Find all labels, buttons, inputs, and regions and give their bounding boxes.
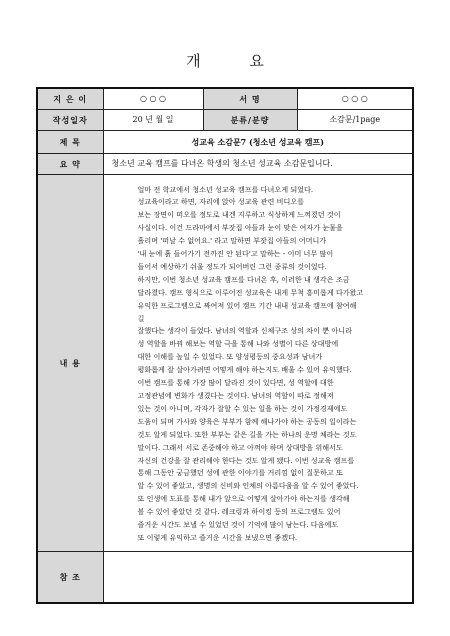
content-line: 또 이렇게 유익하고 즐거운 시간을 보냈으면 좋겠다. bbox=[137, 532, 298, 542]
reference-value bbox=[103, 551, 413, 603]
overview-form bbox=[36, 87, 414, 604]
summary-value: 청소년 교육 캠프를 다녀온 학생의 청소년 성교육 소감문입니다. bbox=[103, 153, 413, 174]
content-cell bbox=[103, 174, 413, 551]
reference-label: 참 조 bbox=[37, 551, 103, 603]
category-value: 소감문/1page bbox=[297, 109, 413, 130]
content-body bbox=[104, 175, 413, 545]
summary-label: 요 약 bbox=[37, 153, 103, 174]
content-line: 고정관념에 변화가 생겼다는 것이다. 남녀의 역할이 따로 정해져 bbox=[137, 391, 334, 400]
content-line: 흘리며 '떠날 수 없어요.' 라고 말하면 부잣집 아들의 어머니가 bbox=[137, 236, 327, 246]
content-line: 또 인생에 도표를 통해 내가 앞으로 어떻게 살아가야 하는지를 생각해 bbox=[137, 494, 350, 504]
title-row bbox=[37, 130, 413, 153]
title-label: 제 목 bbox=[37, 130, 103, 153]
content-line: 볼 수 있어 좋았던 것 같다. 레크링과 하이킹 등의 프로그램도 있어 bbox=[137, 507, 341, 517]
content-line: 자신의 건강을 잘 관리해야 한다는 것도 알게 됐다. 이번 성교육 캠프를 bbox=[137, 455, 355, 465]
content-line: 길 bbox=[137, 313, 145, 323]
content-label: 내 용 bbox=[37, 174, 103, 551]
signature-value: ○ ○ ○ bbox=[297, 88, 413, 109]
content-line: 것도 알게 되었다. 또한 부부는 같은 길을 가는 하나의 운명 체라는 것도 bbox=[137, 429, 357, 439]
author-label: 지 은 이 bbox=[37, 88, 103, 109]
content-line: 대한 이해를 높일 수 있었다. 또 양성평등의 중요성과 남녀가 bbox=[137, 352, 323, 362]
content-line: 도움이 되며 가사와 양육은 부부가 함께 해나가야 하는 공동의 일이라는 bbox=[137, 416, 357, 426]
content-line: 통해 그동안 궁금했던 성에 관한 이야기를 거리낌 없이 질문하고 또 bbox=[137, 468, 343, 478]
content-line: 잘했다는 생각이 들었다. 남녀의 역할과 신체구조 상의 차이 뿐 아니라 bbox=[137, 326, 352, 336]
author-value: ○ ○ ○ bbox=[103, 88, 203, 109]
category-label: 분류/분량 bbox=[203, 109, 297, 130]
content-line: 들어서 예상하기 쉬울 정도가 되어버린 그런 종류의 것이었다. bbox=[137, 261, 327, 271]
summary-row bbox=[37, 153, 413, 174]
content-line: 유익한 프로그램으로 짜여져 있어 캠프 기간 내내 성교육 캠프에 참여해 bbox=[137, 300, 357, 310]
content-row bbox=[37, 174, 413, 551]
content-line: 말이다. 그래서 서로 존중해야 하고 아껴야 하며 상대방을 위해서도 bbox=[137, 442, 343, 452]
signature-label: 서 명 bbox=[203, 88, 297, 109]
content-line: 성 역할을 바꿔 해보는 역할 극을 통해 나와 성별이 다른 상대방에 bbox=[137, 339, 339, 349]
content-line: 달라졌다. 캠프 형식으로 이루어진 성교육은 내게 무척 흥미롭게 다가왔고 bbox=[137, 287, 364, 297]
content-line: 평화롭게 잘 살아가려면 어떻게 해야 하는지도 배울 수 있어 유익했다. bbox=[137, 365, 352, 375]
date-label: 작성일자 bbox=[37, 109, 103, 130]
date-row bbox=[37, 109, 413, 130]
content-line: '내 눈에 흙 들어가기 전까진 안 된다'고 말하는 - 이미 너무 많이 bbox=[137, 249, 334, 259]
content-line: 이번 캠프를 통해 가장 많이 달라진 것이 있다면, 성 역할에 대한 bbox=[137, 378, 334, 388]
reference-row bbox=[37, 551, 413, 603]
content-line: 즐거운 시간도 보낼 수 있었던 것이 기억에 많이 남는다. 다음에도 bbox=[137, 520, 339, 530]
content-line: 하지만, 이번 청소년 성교육 캠프를 다녀온 후, 이러한 내 생각은 조금 bbox=[137, 274, 350, 284]
date-value: 20 년 월 일 bbox=[103, 109, 203, 130]
content-line: 사실이다. 이건 드라마에서 부잣집 아들과 눈이 맞은 여자가 눈물을 bbox=[137, 223, 343, 233]
content-line: 보는 장면이 떠오를 정도로 내겐 지루하고 식상하게 느껴졌던 것이 bbox=[137, 210, 341, 220]
content-line: 있는 것이 아니며, 각자가 잘할 수 있는 일을 하는 것이 가정경제에도 bbox=[137, 403, 348, 413]
content-line: 성교육이라고 하면, 자리에 앉아 성교육 관련 비디오를 bbox=[137, 197, 305, 207]
content-line: 얼마 전 학교에서 청소년 성교육 캠프를 다녀오게 되었다. bbox=[137, 184, 314, 194]
content-line: 알 수 있어 좋았고, 생명의 신비와 인체의 아름다움을 알 수 있어 좋았다. bbox=[137, 481, 359, 491]
document-title: 성교육 소감문7 (청소년 성교육 캠프) bbox=[103, 130, 413, 153]
page-title: 개 요 bbox=[186, 52, 286, 70]
author-row bbox=[37, 88, 413, 109]
